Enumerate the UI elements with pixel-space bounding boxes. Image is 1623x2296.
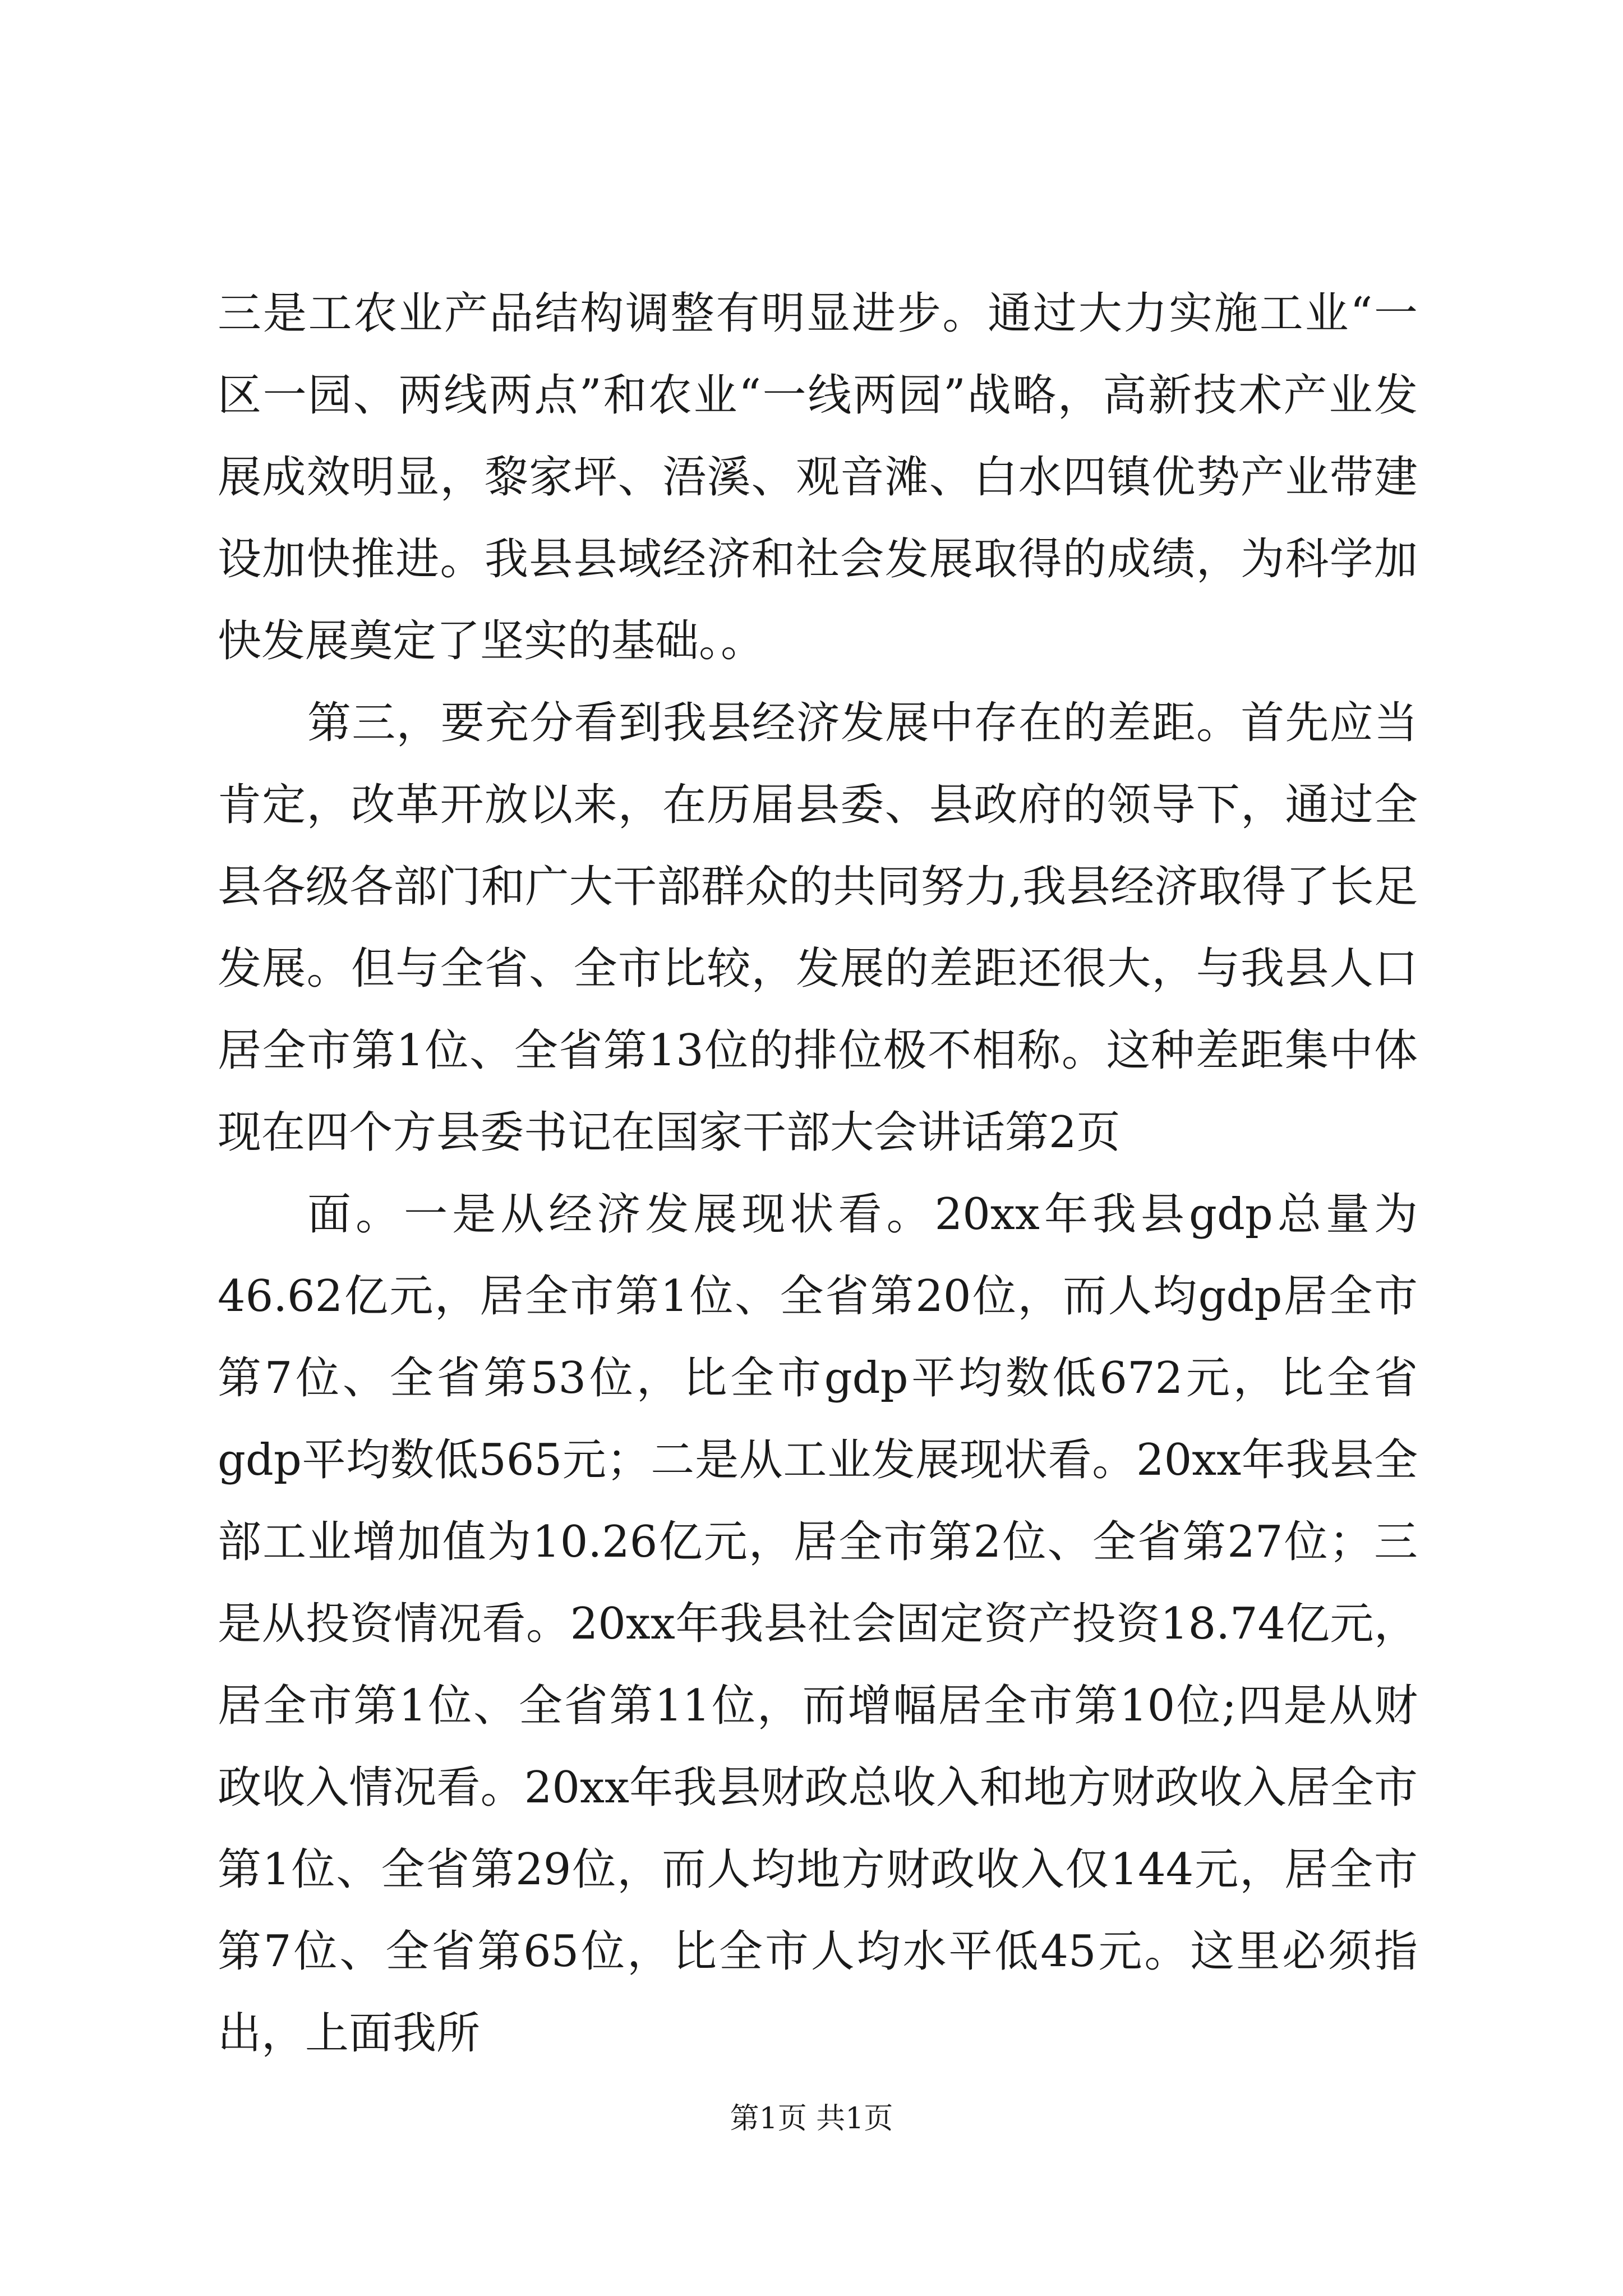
paragraph-3: 面。一是从经济发展现状看。20xx年我县gdp总量为46.62亿元，居全市第1位、全省第20位，而人均gdp居全市第7位、全省第53位，比全市gdp平均数低672元，比全省gdp平均数低565元；二是从工业发展现状看。20xx年我县全部工业增加值为10.26亿元，居全市第2位、全省第27位；三是从投资情况看。20xx年我县社会固定资产投资18.74亿元，居全市第1位、全省第11位，而增幅居全市第10位;四是从财政收入情况看。20xx年我县财政总收入和地方财政收入居全市第1位、全省第29位，而人均地方财政收入仅144元，居全市第7位、全省第65位，比全市人均水平低45元。这里必须指出，上面我所	[218, 1189, 1418, 2059]
document-body	[218, 273, 1418, 2074]
paragraph-2: 第三，要充分看到我县经济发展中存在的差距。首先应当肯定，改革开放以来，在历届县委、县政府的领导下，通过全县各级各部门和广大干部群众的共同努力,我县经济取得了长足发展。但与全省、全市比较，发展的差距还很大，与我县人口居全市第1位、全省第13位的排位极不相称。这种差距集中体现在四个方县委书记在国家干部大会讲话第2页	[218, 698, 1418, 1158]
page-footer: 第1页 共1页	[730, 2102, 893, 2136]
paragraph-1: 三是工农业产品结构调整有明显进步。通过大力实施工业“一区一园、两线两点”和农业“一线两园”战略，高新技术产业发展成效明显，黎家坪、浯溪、观音滩、白水四镇优势产业带建设加快推进。我县县域经济和社会发展取得的成绩，为科学加快发展奠定了坚实的基础。。	[218, 288, 1418, 666]
